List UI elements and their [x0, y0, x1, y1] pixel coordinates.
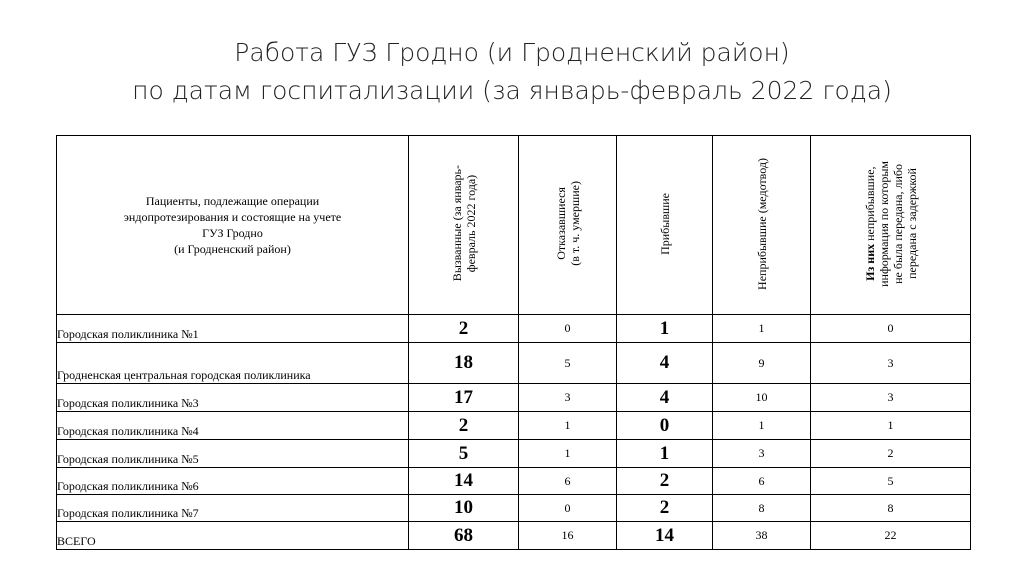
slide-title: [0, 34, 1024, 110]
header-description: [57, 136, 409, 315]
cell-no-info: 5: [811, 468, 971, 495]
cell-arrived: 0: [617, 412, 713, 440]
cell-arrived: 1: [617, 440, 713, 468]
cell-called: 14: [409, 468, 519, 495]
cell-not-arrived: 38: [713, 522, 811, 550]
cell-not-arrived: 10: [713, 384, 811, 412]
row-name: Городская поликлиника №4: [57, 412, 409, 440]
cell-refused: 1: [519, 440, 617, 468]
cell-not-arrived: 6: [713, 468, 811, 495]
cell-not-arrived: 1: [713, 315, 811, 343]
header-called: [409, 136, 519, 315]
header-no-info-bold: Из них: [862, 243, 877, 281]
cell-arrived: 14: [617, 522, 713, 550]
header-not-arrived-line: Неприбывшие (медотвод): [754, 157, 769, 290]
header-called-line: Вызванные (за январь-: [449, 165, 464, 282]
cell-refused: 0: [519, 315, 617, 343]
header-description-line: Пациенты, подлежащие операции: [145, 194, 320, 208]
cell-called: 17: [409, 384, 519, 412]
header-no-info-line: информация по которым: [876, 160, 891, 287]
row-name: Городская поликлиника №6: [57, 468, 409, 495]
cell-no-info: 22: [811, 522, 971, 550]
cell-not-arrived: 9: [713, 343, 811, 384]
table-row: [57, 440, 971, 468]
header-no-info-line: неприбывшие,: [862, 166, 877, 244]
table-row: [57, 343, 971, 384]
table-row: [57, 412, 971, 440]
hospitalization-table: [56, 135, 971, 550]
title-line-1: Работа ГУЗ Гродно (и Гродненский район): [234, 38, 790, 67]
header-refused-line: (в т. ч. умершие): [567, 181, 582, 266]
cell-not-arrived: 8: [713, 495, 811, 522]
header-refused: [519, 136, 617, 315]
cell-called: 68: [409, 522, 519, 550]
cell-not-arrived: 1: [713, 412, 811, 440]
header-called-line: февраль 2022 года): [463, 174, 478, 273]
table-row: [57, 384, 971, 412]
header-description-line: (и Гродненский район): [174, 242, 291, 256]
title-line-2: по датам госпитализации (за январь-февраль 2022 года): [132, 76, 892, 105]
cell-not-arrived: 3: [713, 440, 811, 468]
cell-refused: 6: [519, 468, 617, 495]
cell-refused: 0: [519, 495, 617, 522]
row-name: Городская поликлиника №7: [57, 495, 409, 522]
cell-arrived: 4: [617, 384, 713, 412]
cell-arrived: 4: [617, 343, 713, 384]
table-row: [57, 495, 971, 522]
table-row: [57, 315, 971, 343]
table-header-row: [57, 136, 971, 315]
cell-arrived: 2: [617, 495, 713, 522]
cell-no-info: 1: [811, 412, 971, 440]
row-name: Гродненская центральная городская поликлиника: [57, 343, 409, 384]
header-no-info: [811, 136, 971, 315]
cell-called: 5: [409, 440, 519, 468]
cell-refused: 3: [519, 384, 617, 412]
header-description-line: ГУЗ Гродно: [202, 226, 263, 240]
cell-arrived: 2: [617, 468, 713, 495]
cell-called: 2: [409, 412, 519, 440]
row-name: ВСЕГО: [57, 522, 409, 550]
header-no-info-line: передана с задержкой: [904, 168, 919, 279]
cell-no-info: 0: [811, 315, 971, 343]
table-row-total: [57, 522, 971, 550]
header-description-line: эндопротезирования и состоящие на учете: [123, 210, 342, 224]
cell-arrived: 1: [617, 315, 713, 343]
cell-no-info: 3: [811, 384, 971, 412]
cell-called: 2: [409, 315, 519, 343]
table-row: [57, 468, 971, 495]
row-name: Городская поликлиника №1: [57, 315, 409, 343]
cell-refused: 5: [519, 343, 617, 384]
cell-refused: 16: [519, 522, 617, 550]
header-not-arrived: [713, 136, 811, 315]
row-name: Городская поликлиника №3: [57, 384, 409, 412]
cell-no-info: 3: [811, 343, 971, 384]
cell-called: 10: [409, 495, 519, 522]
cell-no-info: 2: [811, 440, 971, 468]
header-arrived: [617, 136, 713, 315]
cell-refused: 1: [519, 412, 617, 440]
cell-no-info: 8: [811, 495, 971, 522]
header-no-info-line: не была передана, либо: [890, 163, 905, 284]
header-refused-line: Отказавшиеся: [553, 187, 568, 260]
cell-called: 18: [409, 343, 519, 384]
header-arrived-line: Прибывшие: [657, 192, 672, 255]
row-name: Городская поликлиника №5: [57, 440, 409, 468]
